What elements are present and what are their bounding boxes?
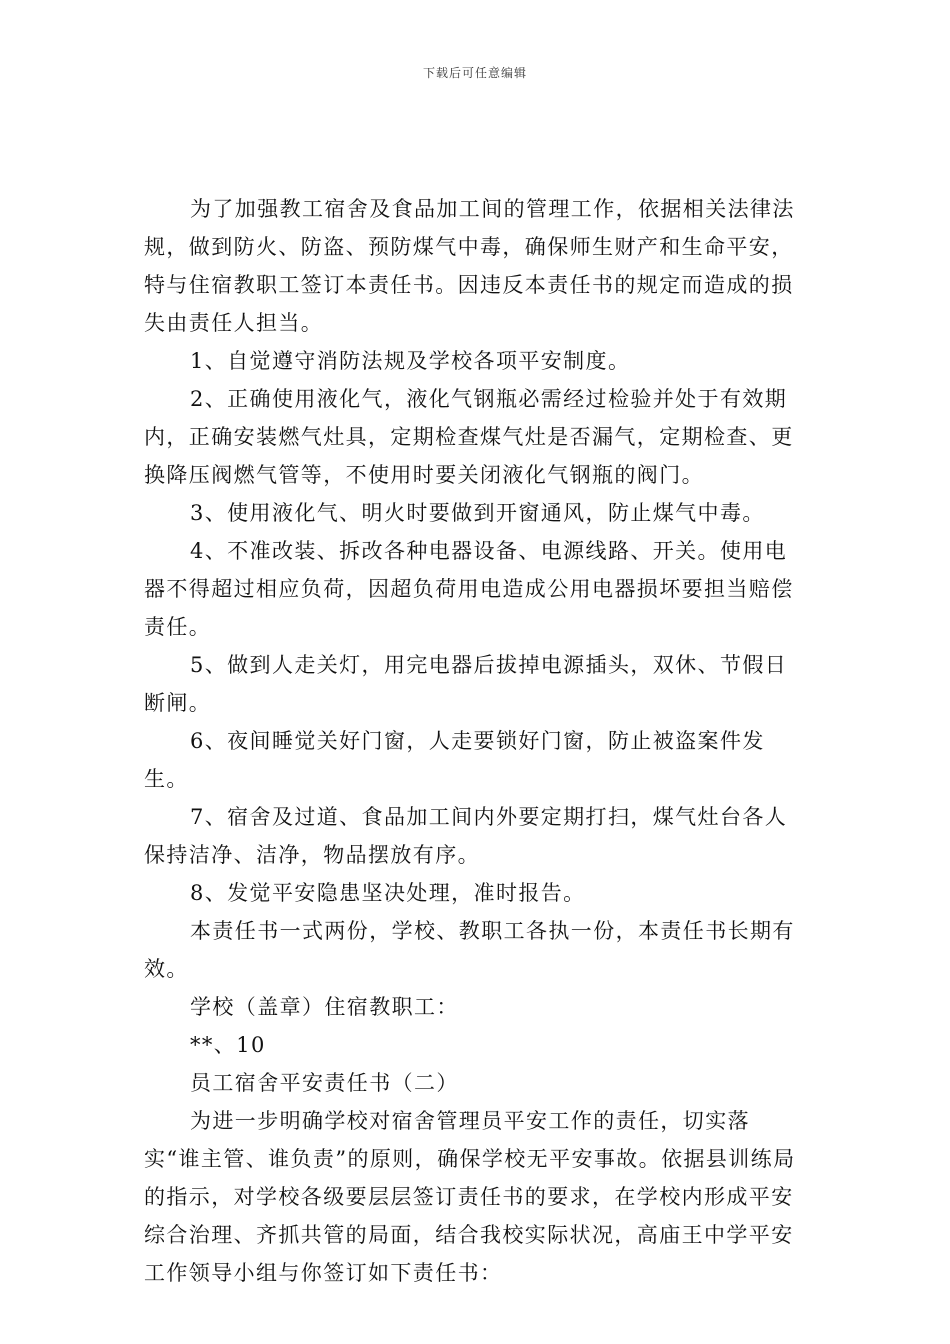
- rule-item-6: 6、夜间睡觉关好门窗，人走要锁好门窗，防止被盗案件发生。: [144, 729, 765, 791]
- intro-paragraph: 为了加强教工宿舍及食品加工间的管理工作，依据相关法律法规，做到防火、防盗、预防煤气中毒，确保师生财产和生命平安，特与住宿教职工签订本责任书。因违反本责任书的规定而造成的损失由责任人担当。: [144, 197, 795, 335]
- copies-paragraph: 本责任书一式两份，学校、教职工各执一份，本责任书长期有效。: [144, 919, 795, 981]
- date-line: **、10: [190, 1033, 266, 1057]
- rule-item-4: 4、不准改装、拆改各种电器设备、电源线路、开关。使用电器不得超过相应负荷，因超负荷用电造成公用电器损坏要担当赔偿责任。: [144, 539, 794, 639]
- document-body: [144, 190, 806, 1292]
- rule-item-8: 8、发觉平安隐患坚决处理，准时报告。: [190, 881, 586, 905]
- rule-item-5: 5、做到人走关灯，用完电器后拔掉电源插头，双休、节假日断闸。: [144, 653, 788, 715]
- page-header: 下载后可任意编辑: [422, 66, 527, 80]
- rule-item-3: 3、使用液化气、明火时要做到开窗通风，防止煤气中毒。: [190, 501, 765, 525]
- rule-item-2: 2、正确使用液化气，液化气钢瓶必需经过检验并处于有效期内，正确安装燃气灶具，定期检查煤气灶是否漏气，定期检查、更换降压阀燃气管等，不使用时要关闭液化气钢瓶的阀门。: [144, 387, 794, 487]
- signature-line: 学校（盖章）住宿教职工：: [190, 995, 459, 1019]
- rule-item-1: 1、自觉遵守消防法规及学校各项平安制度。: [190, 349, 631, 373]
- section-two-paragraph: 为进一步明确学校对宿舍管理员平安工作的责任，切实落实“谁主管、谁负责”的原则，确保学校无平安事故。依据县训练局的指示，对学校各级要层层签订责任书的要求，在学校内形成平安综合治理、齐抓共管的局面，结合我校实际状况，高庙王中学平安工作领导小组与你签订如下责任书：: [144, 1109, 796, 1285]
- rule-item-7: 7、宿舍及过道、食品加工间内外要定期打扫，煤气灶台各人保持洁净、洁净，物品摆放有序。: [144, 805, 788, 867]
- section-title: 员工宿舍平安责任书（二）: [190, 1071, 459, 1095]
